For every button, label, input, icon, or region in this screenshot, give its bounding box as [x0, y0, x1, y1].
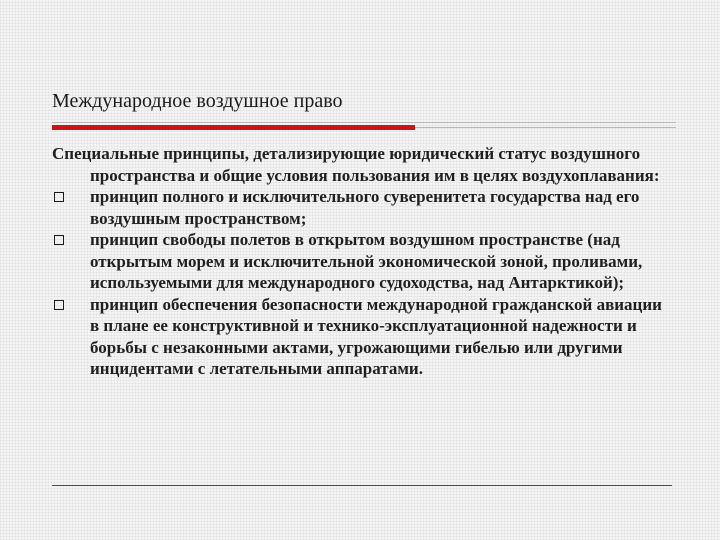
- footer-divider: [52, 485, 672, 486]
- list-item: [52, 229, 662, 294]
- list-item-text: принцип обеспечения безопасности международной гражданской авиации в плане ее конструктивной и технико-эксплуатационной надежности и борьбы с незаконными актами, угрожающими гибелью или другими инцидентами с летательными аппаратами.: [90, 294, 662, 378]
- intro-paragraph: Специальные принципы, детализирующие юридический статус воздушного пространства и общие условия пользования им в целях воздухоплавания:: [52, 144, 660, 185]
- slide-body: [52, 143, 662, 380]
- list-item-text: принцип полного и исключительного суверенитета государства над его воздушным пространством;: [90, 187, 640, 228]
- slide-title: Международное воздушное право: [52, 90, 343, 112]
- list-item: [52, 186, 662, 229]
- title-accent-bar: [52, 125, 415, 130]
- hollow-square-icon: [54, 300, 64, 310]
- title-divider-thin: [415, 127, 676, 128]
- hollow-square-icon: [54, 235, 64, 245]
- list-item: [52, 294, 662, 380]
- hollow-square-icon: [54, 192, 64, 202]
- title-divider: [52, 122, 676, 123]
- list-item-text: принцип свободы полетов в открытом воздушном пространстве (над открытым морем и исключительной экономической зоной, проливами, используемыми для международного судоходства, над Антарктикой);: [90, 230, 643, 292]
